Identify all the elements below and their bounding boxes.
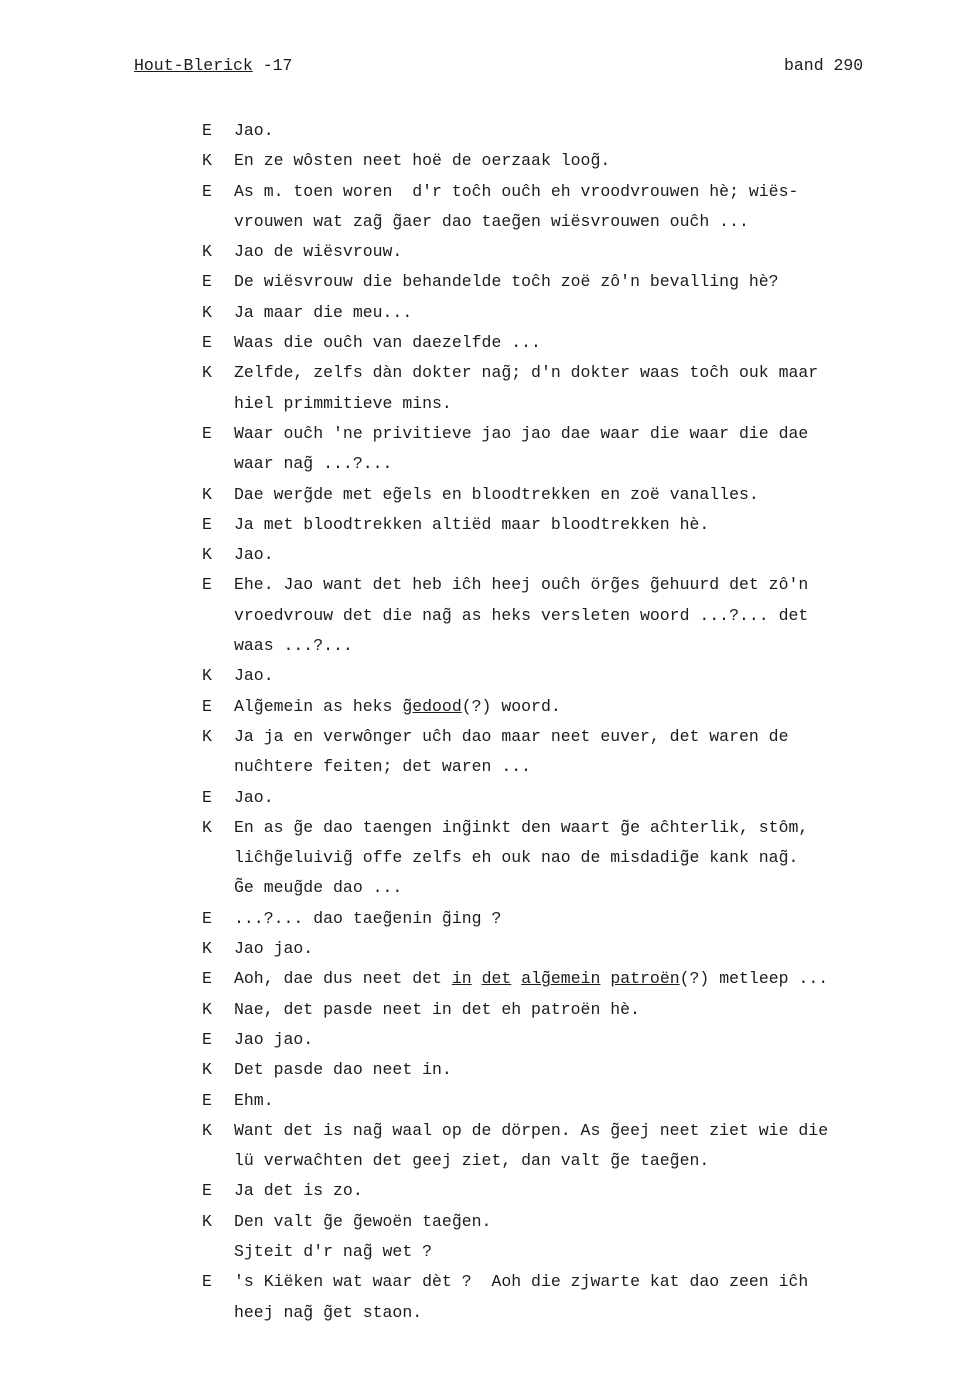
utterance-line: Jao. xyxy=(234,787,274,807)
utterance xyxy=(234,995,882,1025)
utterance-line: Want det is nag̃ waal op de dörpen. As g̃eej neet ziet wie die xyxy=(234,1120,829,1140)
utterance-line: heej nag̃ g̃et staon. xyxy=(234,1302,423,1322)
transcript-turn xyxy=(202,177,882,238)
utterance-line: vroedvrouw det die nag̃ as heks versleten woord ...?... det xyxy=(234,605,809,625)
utterance-line: En as g̃e dao taengen ing̃inkt den waart g̃e aĉhterlik, stôm, xyxy=(234,817,809,837)
text-segment xyxy=(511,969,521,988)
transcript-turn xyxy=(202,510,882,540)
transcript-turn xyxy=(202,116,882,146)
page-header-left xyxy=(134,56,292,75)
speaker-label: K xyxy=(202,545,212,565)
utterance-line: Det pasde dao neet in. xyxy=(234,1060,452,1080)
text-segment: (?) metleep ... xyxy=(679,969,829,989)
utterance-line xyxy=(234,964,882,994)
utterance xyxy=(234,904,882,934)
speaker-label: E xyxy=(202,908,212,928)
speaker-label: E xyxy=(202,575,212,595)
utterance xyxy=(234,813,882,904)
utterance-line: vrouwen wat zag̃ g̃aer dao taeg̃en wiësvrouwen ouĉh ... xyxy=(234,211,749,231)
utterance xyxy=(234,1025,882,1055)
transcript-turn xyxy=(202,1207,882,1268)
utterance xyxy=(234,146,882,176)
utterance-line: Waas die ouĉh van daezelfde ... xyxy=(234,333,541,353)
utterance xyxy=(234,934,882,964)
transcript-turn xyxy=(202,692,882,722)
utterance-line: Jao. xyxy=(234,545,274,565)
utterance xyxy=(234,540,882,570)
utterance xyxy=(234,1176,882,1206)
transcript-turn xyxy=(202,722,882,783)
transcript-turn xyxy=(202,1116,882,1177)
transcript-turn xyxy=(202,661,882,691)
transcript-turn xyxy=(202,1176,882,1206)
utterance xyxy=(234,116,882,146)
transcript-turn xyxy=(202,480,882,510)
text-segment: (?) woord. xyxy=(461,696,561,716)
tape-label: band 290 xyxy=(784,56,864,75)
transcript-turn xyxy=(202,419,882,480)
utterance xyxy=(234,783,882,813)
utterance xyxy=(234,1267,882,1328)
speaker-label: K xyxy=(202,666,212,686)
utterance xyxy=(234,570,882,661)
utterance-line: Ja maar die meu... xyxy=(234,302,413,322)
transcript-turn xyxy=(202,237,882,267)
speaker-label: E xyxy=(202,696,212,716)
underlined-word: g̃edood xyxy=(402,696,462,716)
speaker-label: E xyxy=(202,333,212,353)
utterance-line: Jao. xyxy=(234,121,274,140)
speaker-label: E xyxy=(202,423,212,443)
utterance-line: Waar ouĉh 'ne privitieve jao jao dae waar die waar die dae xyxy=(234,423,809,443)
speaker-label: E xyxy=(202,1090,212,1110)
underlined-word: patroën xyxy=(610,969,680,989)
utterance-line: ...?... dao taeg̃enin g̃ing ? xyxy=(234,908,502,928)
text-segment: Alg̃emein as heks xyxy=(234,696,403,716)
speaker-label: E xyxy=(202,1181,212,1201)
utterance xyxy=(234,1055,882,1085)
transcript-turn xyxy=(202,964,882,994)
page-number: -17 xyxy=(252,56,293,75)
transcript-turn xyxy=(202,1086,882,1116)
transcript-turn xyxy=(202,328,882,358)
utterance-line: 's Kiëken wat waar dèt ? Aoh die zjwarte kat dao zeen iĉh xyxy=(234,1272,809,1292)
utterance-line: G̃e meug̃de dao ... xyxy=(234,878,403,898)
utterance xyxy=(234,1207,882,1268)
underlined-word: alg̃emein xyxy=(521,969,601,989)
utterance xyxy=(234,510,882,540)
speaker-label: E xyxy=(202,1029,212,1049)
utterance-line: waas ...?... xyxy=(234,636,353,656)
utterance-line: En ze wôsten neet hoë de oerzaak loog̃. xyxy=(234,151,611,171)
transcript-turn xyxy=(202,358,882,419)
underlined-word: in xyxy=(451,969,472,989)
speaker-label: K xyxy=(202,1211,212,1231)
text-segment xyxy=(472,969,482,988)
utterance-line: Ehm. xyxy=(234,1090,274,1110)
speaker-label: E xyxy=(202,514,212,534)
utterance-line: Jao. xyxy=(234,666,274,686)
speaker-label: K xyxy=(202,363,212,383)
transcript-turn xyxy=(202,570,882,661)
transcript-turn xyxy=(202,540,882,570)
speaker-label: K xyxy=(202,484,212,504)
transcript-turn xyxy=(202,904,882,934)
utterance-line: Sjteit d'r nag̃ wet ? xyxy=(234,1241,433,1261)
utterance xyxy=(234,964,882,994)
transcript-turn xyxy=(202,1267,882,1328)
text-segment: Aoh, dae dus neet det xyxy=(234,969,452,989)
utterance-line: liĉhg̃eluivig̃ offe zelfs eh ouk nao de misdadig̃e kank nag̃. xyxy=(234,848,799,868)
utterance xyxy=(234,419,882,480)
utterance-line: Ja met bloodtrekken altiëd maar bloodtrekken hè. xyxy=(234,514,710,534)
underlined-word: det xyxy=(481,969,512,989)
transcript xyxy=(202,116,882,1328)
speaker-label: K xyxy=(202,242,212,262)
utterance xyxy=(234,358,882,419)
utterance xyxy=(234,480,882,510)
utterance xyxy=(234,1116,882,1177)
utterance-line xyxy=(234,692,882,722)
utterance xyxy=(234,722,882,783)
transcript-turn xyxy=(202,1055,882,1085)
utterance-line: Jao jao. xyxy=(234,1029,314,1049)
utterance-line: Dae werg̃de met eg̃els en bloodtrekken en zoë vanalles. xyxy=(234,484,759,504)
utterance xyxy=(234,1086,882,1116)
utterance-line: Ehe. Jao want det heb iĉh heej ouĉh örg̃es g̃ehuurd det zô'n xyxy=(234,575,809,595)
utterance-line: nuĉhtere feiten; det waren ... xyxy=(234,757,532,777)
speaker-label: E xyxy=(202,272,212,292)
utterance-line: De wiësvrouw die behandelde toĉh zoë zô'n bevalling hè? xyxy=(234,272,779,292)
speaker-label: K xyxy=(202,999,212,1019)
utterance-line: hiel primmitieve mins. xyxy=(234,393,452,413)
speaker-label: K xyxy=(202,817,212,837)
utterance-line: Den valt g̃e g̃ewoën taeg̃en. xyxy=(234,1211,492,1231)
speaker-label: E xyxy=(202,787,212,807)
utterance xyxy=(234,267,882,297)
utterance xyxy=(234,298,882,328)
transcript-turn xyxy=(202,995,882,1025)
utterance-line: Ja det is zo. xyxy=(234,1181,363,1201)
speaker-label: K xyxy=(202,151,212,171)
transcript-turn xyxy=(202,783,882,813)
utterance xyxy=(234,328,882,358)
utterance-line: Jao jao. xyxy=(234,939,314,959)
speaker-label: K xyxy=(202,1060,212,1080)
speaker-label: K xyxy=(202,726,212,746)
transcript-turn xyxy=(202,1025,882,1055)
speaker-label: E xyxy=(202,969,212,989)
utterance-line: waar nag̃ ...?... xyxy=(234,454,393,474)
speaker-label: K xyxy=(202,1120,212,1140)
document-title: Hout-Blerick xyxy=(134,56,253,75)
transcript-turn xyxy=(202,267,882,297)
utterance-line: As m. toen woren d'r toĉh ouĉh eh vroodvrouwen hè; wiës- xyxy=(234,181,799,201)
utterance-line: Ja ja en verwônger uĉh dao maar neet euver, det waren de xyxy=(234,726,789,746)
utterance xyxy=(234,237,882,267)
speaker-label: E xyxy=(202,1272,212,1292)
utterance-line: Zelfde, zelfs dàn dokter nag̃; d'n dokter waas toĉh ouk maar xyxy=(234,363,819,383)
transcript-turn xyxy=(202,146,882,176)
speaker-label: K xyxy=(202,302,212,322)
utterance xyxy=(234,661,882,691)
transcript-turn xyxy=(202,934,882,964)
transcript-turn xyxy=(202,813,882,904)
speaker-label: E xyxy=(202,121,212,140)
speaker-label: E xyxy=(202,181,212,201)
transcript-turn xyxy=(202,298,882,328)
speaker-label: K xyxy=(202,939,212,959)
utterance-line: Nae, det pasde neet in det eh patroën hè. xyxy=(234,999,640,1019)
utterance-line: lü verwaĉhten det geej ziet, dan valt g̃e taeg̃en. xyxy=(234,1151,710,1171)
utterance xyxy=(234,177,882,238)
text-segment xyxy=(600,969,610,988)
utterance-line: Jao de wiësvrouw. xyxy=(234,242,403,262)
utterance xyxy=(234,692,882,722)
